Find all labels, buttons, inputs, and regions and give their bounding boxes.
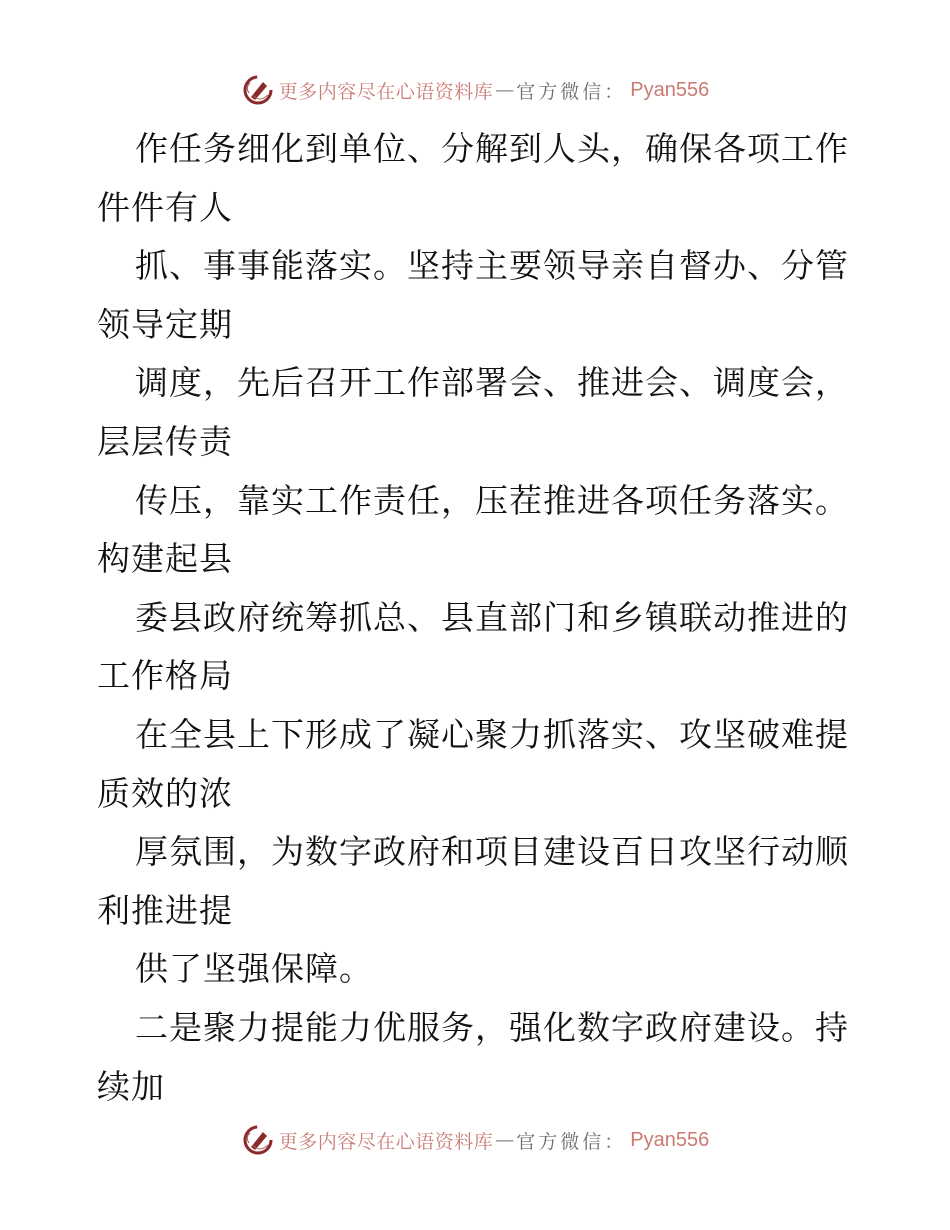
- text-line: 作任务细化到单位、分解到人头，确保各项工作: [135, 129, 849, 168]
- text-line: 质效的浓: [97, 773, 233, 813]
- separator: —: [495, 1129, 515, 1151]
- text-line: 抓、事事能落实。坚持主要领导亲自督办、分管: [135, 246, 849, 286]
- text-line: 二是聚力提能力优服务，强化数字政府建设。持: [135, 1007, 849, 1047]
- text-line: 厚氛围，为数字政府和项目建设百日攻坚行动顺: [135, 832, 849, 872]
- text-line: 利推进提: [97, 890, 233, 930]
- text-line: 件件有人: [97, 187, 233, 227]
- text-line: 构建起县: [97, 539, 233, 579]
- text-line: 供了坚强保障。: [135, 949, 373, 989]
- text-line: 工作格局: [97, 656, 233, 696]
- wechat-label: 官方微信：: [516, 80, 627, 103]
- wechat-label: 官方微信：: [516, 1130, 627, 1153]
- promo-text: 更多内容尽在心语资料库: [278, 80, 494, 103]
- text-line: 委县政府统筹抓总、县直部门和乡镇联动推进的: [135, 597, 849, 637]
- separator: —: [495, 79, 515, 101]
- text-line: 在全县上下形成了凝心聚力抓落实、攻坚破难提: [135, 714, 849, 754]
- text-line: 层层传责: [97, 421, 233, 461]
- promo-text: 更多内容尽在心语资料库: [278, 1130, 494, 1153]
- wechat-id: Pyan556: [630, 78, 710, 101]
- text-line: 领导定期: [97, 304, 233, 344]
- text-line: 调度，先后召开工作部署会、推进会、调度会，: [135, 363, 849, 403]
- header-banner: [0, 70, 950, 110]
- pen-nib-logo-icon: [241, 1123, 275, 1157]
- document-body: [97, 120, 857, 1116]
- pen-nib-logo-icon: [241, 73, 275, 107]
- text-line: 续加: [97, 1066, 165, 1106]
- wechat-id: Pyan556: [630, 1128, 710, 1151]
- text-line: 传压，靠实工作责任，压茬推进各项任务落实。: [135, 480, 849, 520]
- footer-banner: [0, 1120, 950, 1160]
